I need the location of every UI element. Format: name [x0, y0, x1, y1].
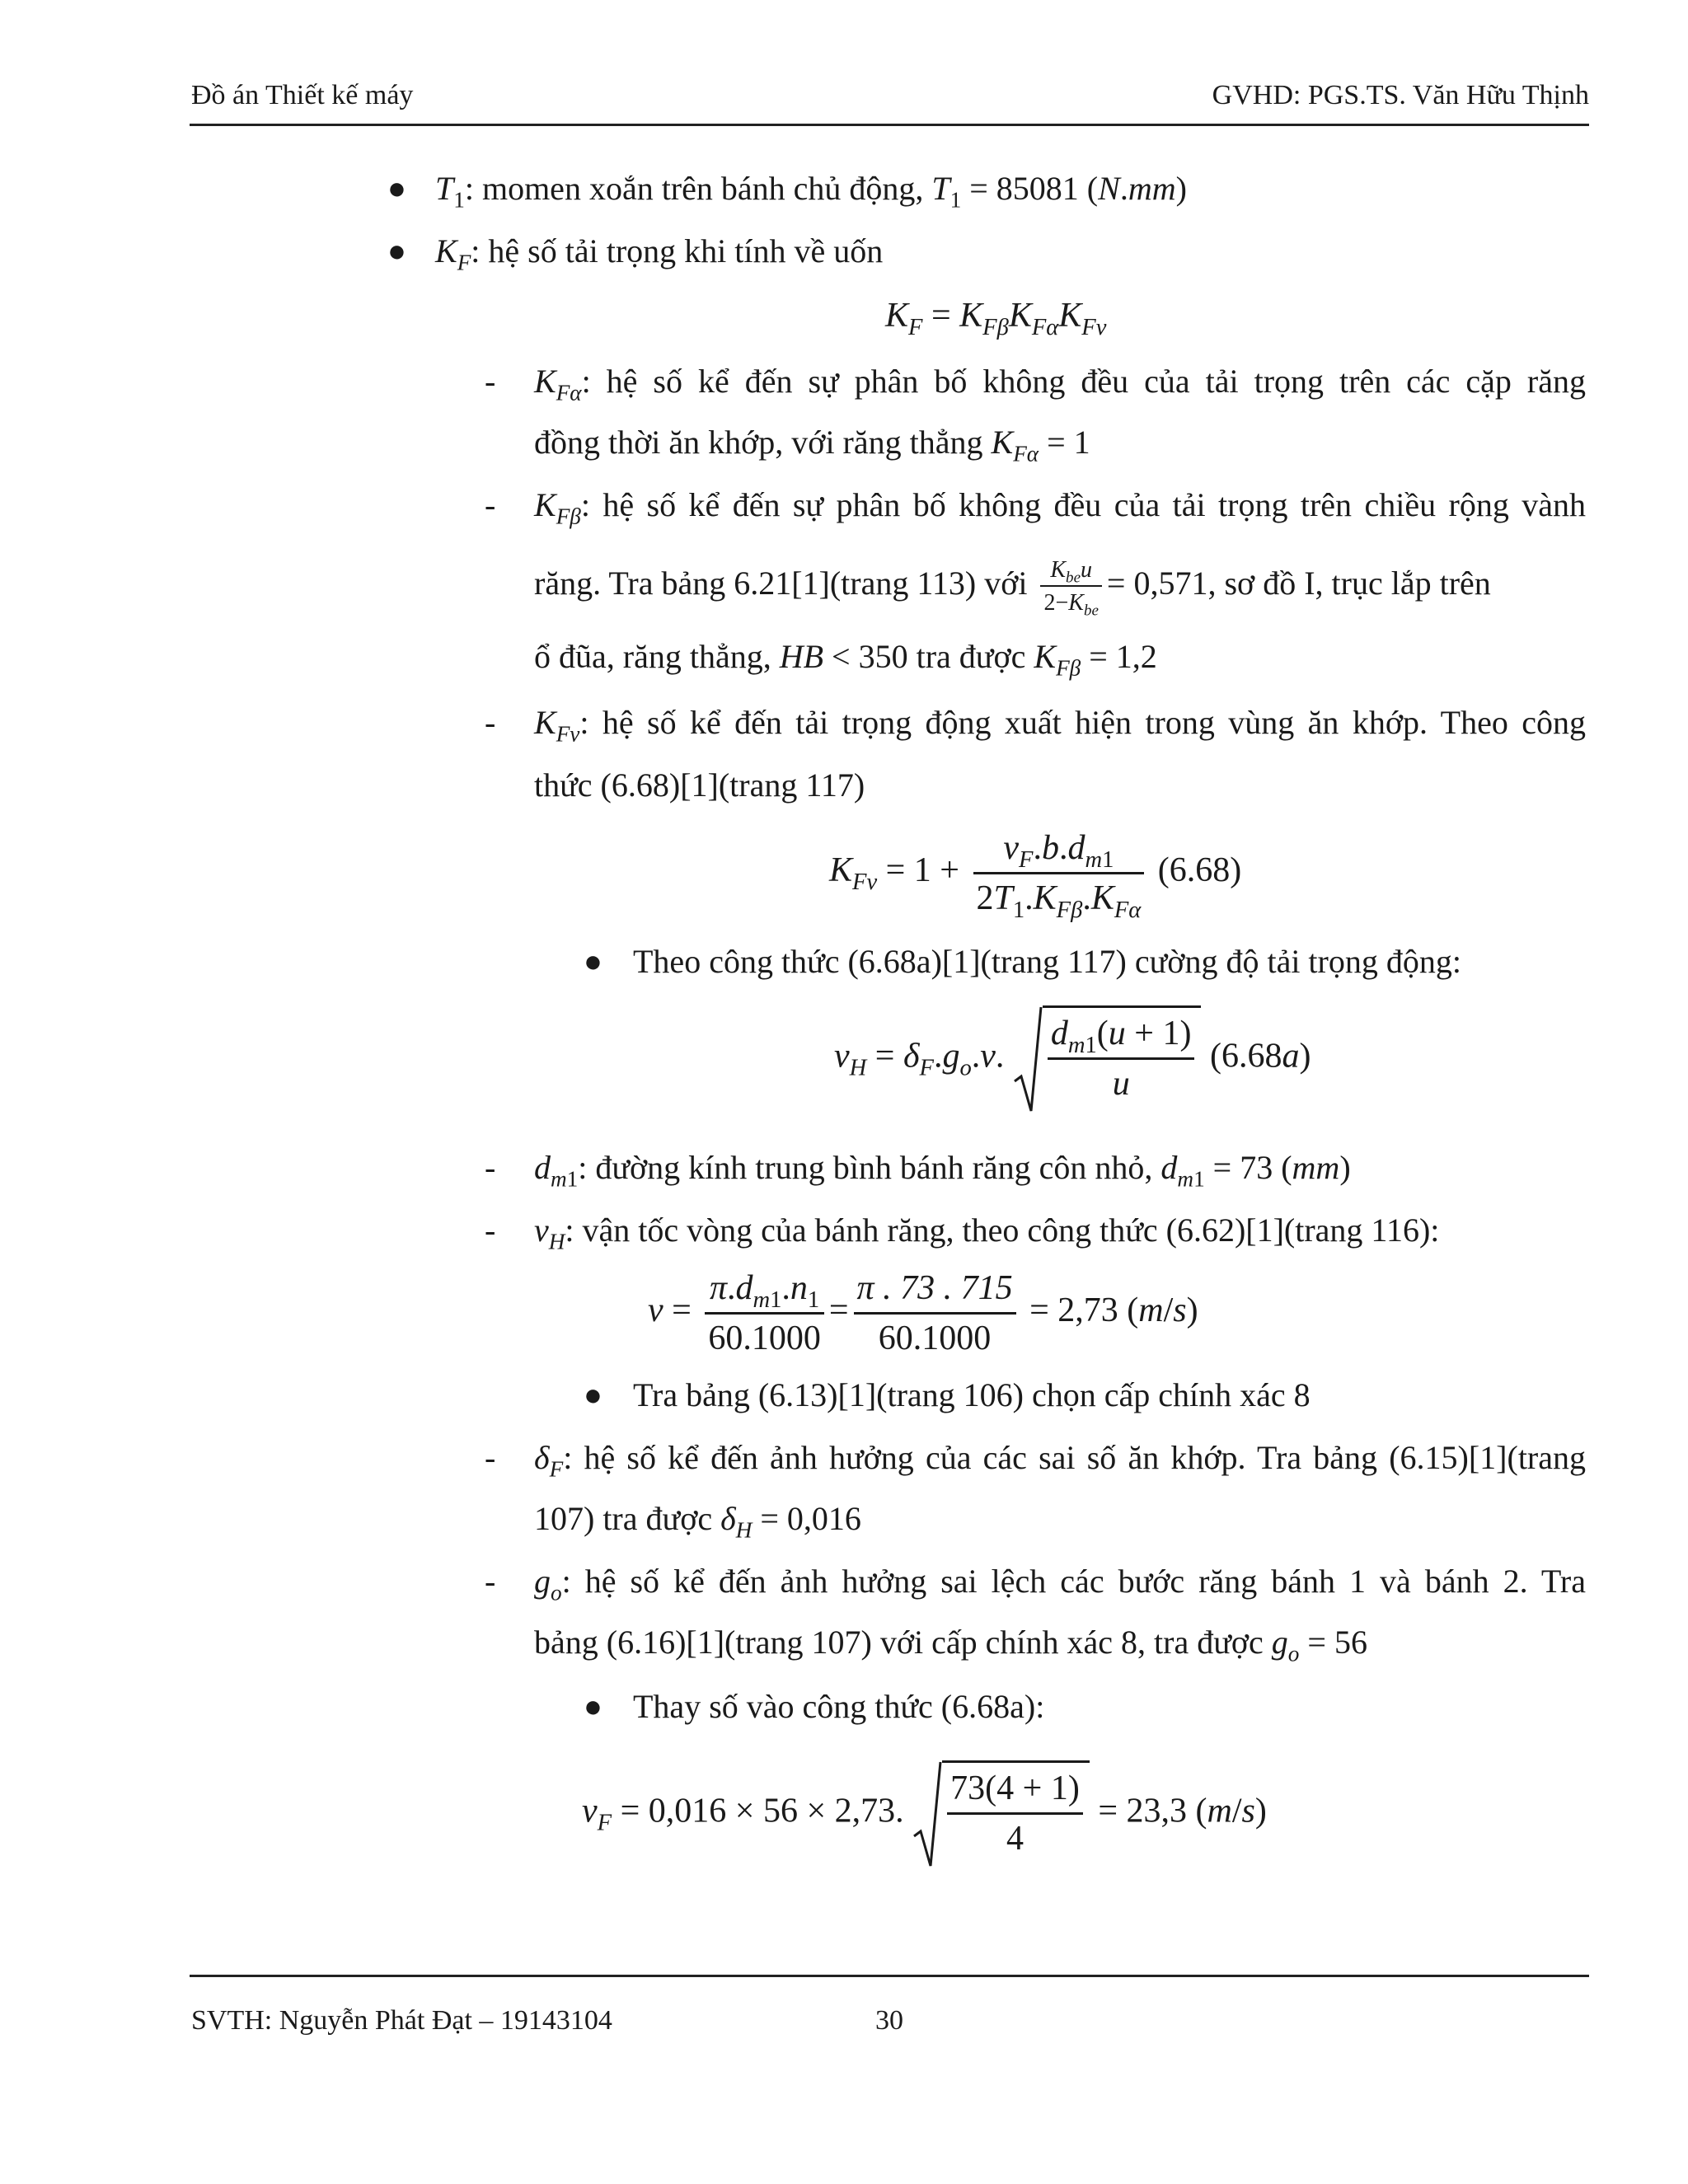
equation-vf-result: $v_F = 0,016 \times 56 \times 2,73$. $\frac{73(4 + 1)}{4}$ = 23,3 (m/s) [582, 1760, 1267, 1868]
eq-668-tag: (6.68) [1157, 851, 1242, 890]
vh-text: : vận tốc vòng của bánh răng, theo công thức (6.62)[1](trang 116): [565, 1212, 1440, 1249]
go-text-b: bảng (6.16)[1](trang 107) với cấp chính xác 8, tra được [534, 1624, 1272, 1661]
eq-668a-tag: (6.68 [1209, 1037, 1282, 1076]
header-left: Đồ án Thiết kế máy [191, 80, 414, 110]
dash-marker: - [485, 704, 496, 741]
deltaf-value: = 0,016 [760, 1500, 861, 1537]
bullet-kf: $K_F$: hệ số tải trọng khi tính về uốn [435, 232, 884, 275]
go-value: = 56 [1307, 1624, 1367, 1661]
bullet-substitute: Thay số vào công thức (6.68a): [633, 1688, 1045, 1725]
deltaf-text-b: 107) tra được [534, 1500, 721, 1537]
header-rule [190, 124, 1589, 126]
dash-kfb-line3: ổ đũa, răng thẳng, HB < 350 tra được $K_{F\beta} = 1,2$ [534, 638, 1157, 681]
kfa-value: = 1 [1047, 424, 1090, 461]
t1-value: = 85081 ( [969, 170, 1099, 207]
equation-6-68a: $v_H = \delta_F.g_o.v$. $\frac{d_{m1}(u + 1)}{u}$ (6.68a) [834, 1005, 1311, 1113]
v-result: = 2,73 ( [1029, 1291, 1139, 1330]
go-text-a: : hệ số kể đến ảnh hưởng sai lệch các bước răng bánh 1 và bánh 2. Tra [561, 1563, 1586, 1600]
dash-marker: - [485, 486, 496, 523]
kfv-text-a: : hệ số kể đến tải trọng động xuất hiện trong vùng ăn khớp. Theo công [579, 704, 1586, 741]
equation-6-68: $K_{Fv} = 1$ + $\frac{v_F.b.d_{m1}}{2T_1.K_{F\beta}.K_{F\alpha}}$ (6.68) [829, 829, 1242, 923]
dm1-value: = 73 ( [1212, 1149, 1292, 1186]
dash-go-line2: bảng (6.16)[1](trang 107) với cấp chính xác 8, tra được $g_o = 56$ [534, 1624, 1367, 1666]
bullet-dot: ● [584, 1690, 603, 1724]
dm1-text: : đường kính trung bình bánh răng côn nhỏ, [578, 1149, 1161, 1186]
dash-marker: - [485, 1149, 496, 1186]
dash-kfb-line1: $K_{F\beta}$: hệ số kể đến sự phân bố không đều của tải trọng trên chiều rộng vành [534, 486, 1586, 529]
dash-kfa-line2: đồng thời ăn khớp, với răng thẳng $K_{F\alpha} = 1$ [534, 424, 1090, 466]
kbe-fraction: $\frac{K_{be}u}{2-K_{be}}$ [1040, 557, 1101, 616]
kfb-text-c2: < 350 tra được [832, 638, 1034, 675]
bullet-dot: ● [584, 944, 603, 979]
dash-kfv-line2 [534, 765, 865, 806]
equation-kf: $K_F = K_{F\beta}K_{F\alpha}K_{Fv}$ [885, 297, 1107, 340]
dash-kfa-line1: $K_{F\alpha}$: hệ số kể đến sự phân bố không đều của tải trọng trên các cặp răng [534, 363, 1586, 405]
kfa-text-b: đồng thời ăn khớp, với răng thẳng [534, 424, 992, 461]
bullet-dot: ● [387, 234, 406, 269]
dash-vh: $v_H$: vận tốc vòng của bánh răng, theo công thức (6.62)[1](trang 116): [534, 1212, 1440, 1254]
kfb-text-b2: = 0,571, sơ đồ I, trục lắp trên [1106, 565, 1491, 602]
kfv-text-b: thức (6.68)[1](trang 117) [534, 766, 865, 804]
footer-rule [190, 1975, 1589, 1977]
bullet-t1: $T_1$: momen xoắn trên bánh chủ động, $T_1 = 85081$ (N.mm) [435, 170, 1187, 213]
bullet-dot: ● [387, 171, 406, 206]
v-fraction-2: $\frac{\pi . 73 . 715}{60.1000}$ [854, 1268, 1016, 1359]
vf-result: = 23,3 ( [1098, 1792, 1207, 1830]
bullet-668a-intro: Theo công thức (6.68a)[1](trang 117) cường độ tải trọng động: [633, 943, 1461, 980]
dash-marker: - [485, 1212, 496, 1249]
t1-text: : momen xoắn trên bánh chủ động, [464, 170, 932, 207]
dash-deltaf-line2: 107) tra được $\delta_H = 0,016$ [534, 1500, 861, 1543]
v-fraction-1: $\frac{\pi.d_{m1}.n_1}{60.1000}$ [705, 1268, 824, 1359]
dash-marker: - [485, 1439, 496, 1476]
footer-left: SVTH: Nguyễn Phát Đạt – 19143104 [191, 2005, 612, 2036]
dash-go-line1: $g_o$: hệ số kể đến ảnh hưởng sai lệch các bước răng bánh 1 và bánh 2. Tra [534, 1563, 1586, 1605]
equation-v: v = $\frac{\pi.d_{m1}.n_1}{60.1000}$ = $\frac{\pi . 73 . 715}{60.1000}$ = 2,73 (m/s) [648, 1269, 1198, 1357]
dash-deltaf-line1: $\delta_F$: hệ số kể đến ảnh hưởng của các sai số ăn khớp. Tra bảng (6.15)[1](trang [534, 1439, 1586, 1482]
header-right: GVHD: PGS.TS. Văn Hữu Thịnh [1212, 80, 1589, 110]
page-number: 30 [875, 2005, 903, 2036]
deltaf-text-a: : hệ số kể đến ảnh hưởng của các sai số ăn khớp. Tra bảng (6.15)[1](trang [563, 1439, 1586, 1476]
dash-marker: - [485, 1563, 496, 1600]
dash-kfv-line1: $K_{Fv}$: hệ số kể đến tải trọng động xuất hiện trong vùng ăn khớp. Theo công [534, 704, 1586, 747]
kf-text: : hệ số tải trọng khi tính về uốn [471, 232, 884, 269]
kfv-fraction: $\frac{v_F.b.d_{m1}}{2T_1.K_{F\beta}.K_{F\alpha}}$ [973, 827, 1145, 919]
sqrt-symbol: $\frac{d_{m1}(u + 1)}{u}$ [1013, 1005, 1202, 1113]
dash-marker: - [485, 363, 496, 400]
kfa-text-a: : hệ số kể đến sự phân bố không đều của tải trọng trên các cặp răng [581, 363, 1586, 400]
kfb-text-c1: ổ đũa, răng thẳng, [534, 638, 780, 675]
dash-kfb-line2 [534, 557, 1491, 620]
kfb-text-a: : hệ số kể đến sự phân bố không đều của tải trọng trên chiều rộng vành [580, 486, 1586, 523]
dash-dm1: $d_{m1}$: đường kính trung bình bánh răng côn nhỏ, $d_{m1} = 73$ (mm) [534, 1149, 1351, 1192]
vf-lhs: = 0,016 × 56 × 2,73. [620, 1792, 904, 1830]
bullet-dot: ● [584, 1378, 603, 1413]
bullet-table-613: Tra bảng (6.13)[1](trang 106) chọn cấp chính xác 8 [633, 1376, 1311, 1413]
kfb-value: = 1,2 [1089, 638, 1157, 675]
sqrt-symbol: $\frac{73(4 + 1)}{4}$ [912, 1760, 1090, 1868]
kfb-text-b1: răng. Tra bảng 6.21[1](trang 113) với [534, 565, 1036, 602]
